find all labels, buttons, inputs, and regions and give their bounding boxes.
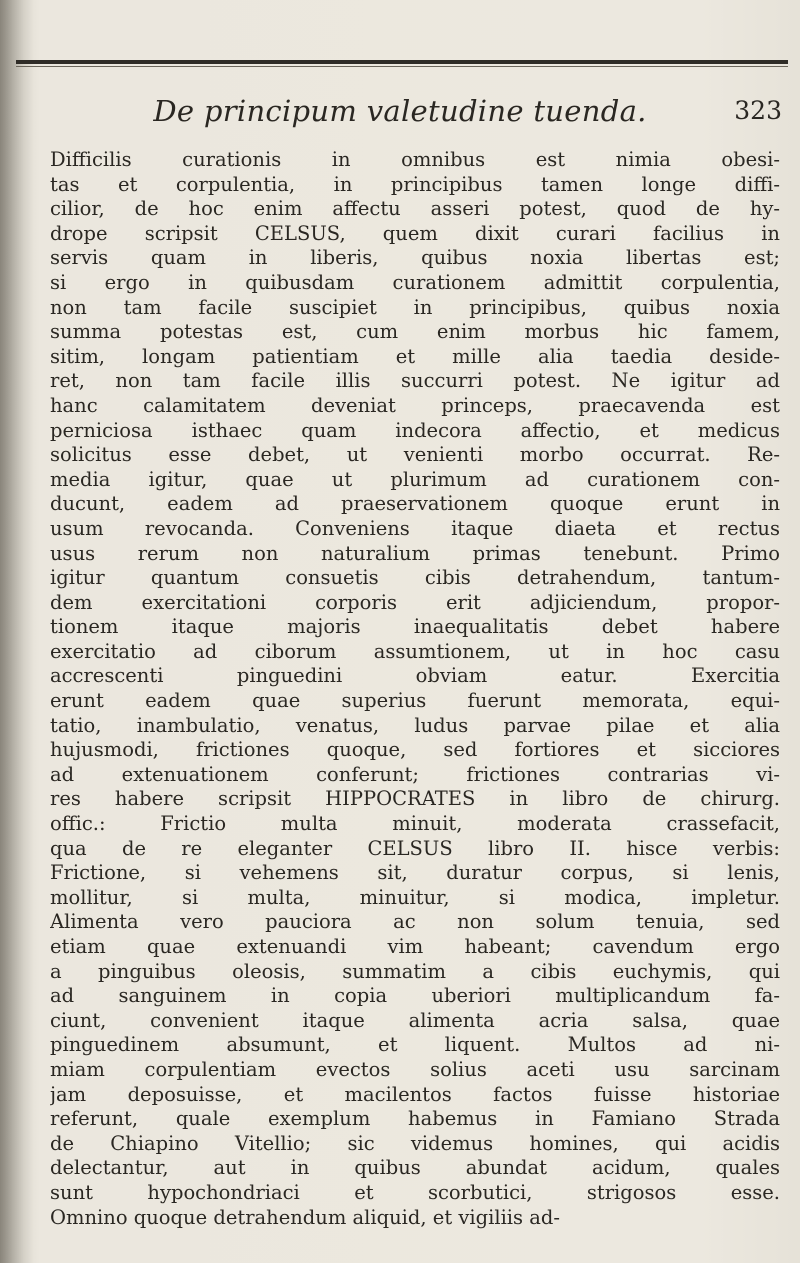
text-line: non tam facile suscipiet in principibus, quibus noxia — [50, 295, 780, 319]
text-line: ret, non tam facile illis succurri potest. Ne igitur ad — [50, 369, 780, 393]
text-line: media igitur, quae ut plurimum ad curationem con- — [50, 467, 780, 491]
text-line: tionem itaque majoris inaequalitatis debet habere — [50, 615, 780, 639]
text-line: ad sanguinem in copia uberiori multiplicandum fa- — [50, 984, 780, 1008]
text-line: mollitur, si multa, minuitur, si modica, impletur. — [50, 885, 780, 909]
top-rule — [16, 60, 788, 64]
text-line: hujusmodi, frictiones quoque, sed fortiores et sicciores — [50, 738, 780, 762]
text-line: exercitatio ad ciborum assumtionem, ut in hoc casu — [50, 639, 780, 663]
text-line: erunt eadem quae superius fuerunt memorata, equi- — [50, 689, 780, 713]
text-line: dem exercitationi corporis erit adjiciendum, propor- — [50, 590, 780, 614]
text-line: sunt hypochondriaci et scorbutici, strigosos esse. — [50, 1180, 780, 1204]
text-line: ducunt, eadem ad praeservationem quoque erunt in — [50, 492, 780, 516]
top-rule-thin — [16, 66, 788, 67]
text-line: servis quam in liberis, quibus noxia libertas est; — [50, 246, 780, 270]
text-line: usum revocanda. Conveniens itaque diaeta et rectus — [50, 516, 780, 540]
page-header — [0, 94, 800, 134]
text-line: Omnino quoque detrahendum aliquid, et vigiliis ad- — [50, 1205, 560, 1229]
text-line: res habere scripsit HIPPOCRATES in libro de chirurg. — [50, 787, 780, 811]
text-line: summa potestas est, cum enim morbus hic famem, — [50, 320, 780, 344]
text-line: igitur quantum consuetis cibis detrahendum, tantum- — [50, 566, 780, 590]
text-line: ciunt, convenient itaque alimenta acria salsa, quae — [50, 1008, 780, 1032]
text-line: jam deposuisse, et macilentos factos fuisse historiae — [50, 1082, 780, 1106]
text-line: delectantur, aut in quibus abundat acidum, quales — [50, 1156, 780, 1180]
text-line: accrescenti pinguedini obviam eatur. Exercitia — [50, 664, 780, 688]
text-line: qua de re eleganter CELSUS libro II. hisce verbis: — [50, 836, 780, 860]
text-line: offic.: Frictio multa minuit, moderata crassefacit, — [50, 812, 780, 836]
text-line: pinguedinem absumunt, et liquent. Multos ad ni- — [50, 1033, 780, 1057]
text-line: drope scripsit CELSUS, quem dixit curari facilius in — [50, 221, 780, 245]
page-number: 323 — [734, 96, 782, 125]
binding-shadow — [0, 0, 34, 1263]
text-line: si ergo in quibusdam curationem admittit corpulentia, — [50, 270, 780, 294]
text-line: etiam quae extenuandi vim habeant; cavendum ergo — [50, 935, 780, 958]
body-text — [50, 148, 780, 1230]
text-line: perniciosa isthaec quam indecora affectio, et medicus — [50, 418, 780, 442]
running-head: De principum valetudine tuenda. — [153, 94, 647, 128]
text-line: usus rerum non naturalium primas tenebunt. Primo — [50, 541, 780, 565]
text-line: hanc calamitatem deveniat princeps, praecavenda est — [50, 393, 780, 417]
text-line: Alimenta vero pauciora ac non solum tenuia, sed — [50, 910, 780, 934]
text-line: miam corpulentiam evectos solius aceti usu sarcinam — [50, 1057, 780, 1081]
text-line: a pinguibus oleosis, summatim a cibis euchymis, qui — [50, 959, 780, 983]
text-line: sitim, longam patientiam et mille alia taedia deside- — [50, 344, 780, 368]
text-line: referunt, quale exemplum habemus in Famiano Strada — [50, 1107, 780, 1131]
text-line: tatio, inambulatio, venatus, ludus parvae pilae et alia — [50, 713, 780, 737]
text-line: de Chiapino Vitellio; sic videmus homines, qui acidis — [50, 1131, 780, 1155]
text-line: Difficilis curationis in omnibus est nimia obesi- — [50, 148, 780, 171]
text-line: Frictione, si vehemens sit, duratur corpus, si lenis, — [50, 861, 780, 885]
text-line: cilior, de hoc enim affectu asseri potest, quod de hy- — [50, 197, 780, 221]
text-line: tas et corpulentia, in principibus tamen longe diffi- — [50, 172, 780, 196]
text-line: ad extenuationem conferunt; frictiones contrarias vi- — [50, 762, 780, 786]
text-line: solicitus esse debet, ut venienti morbo occurrat. Re- — [50, 443, 780, 467]
